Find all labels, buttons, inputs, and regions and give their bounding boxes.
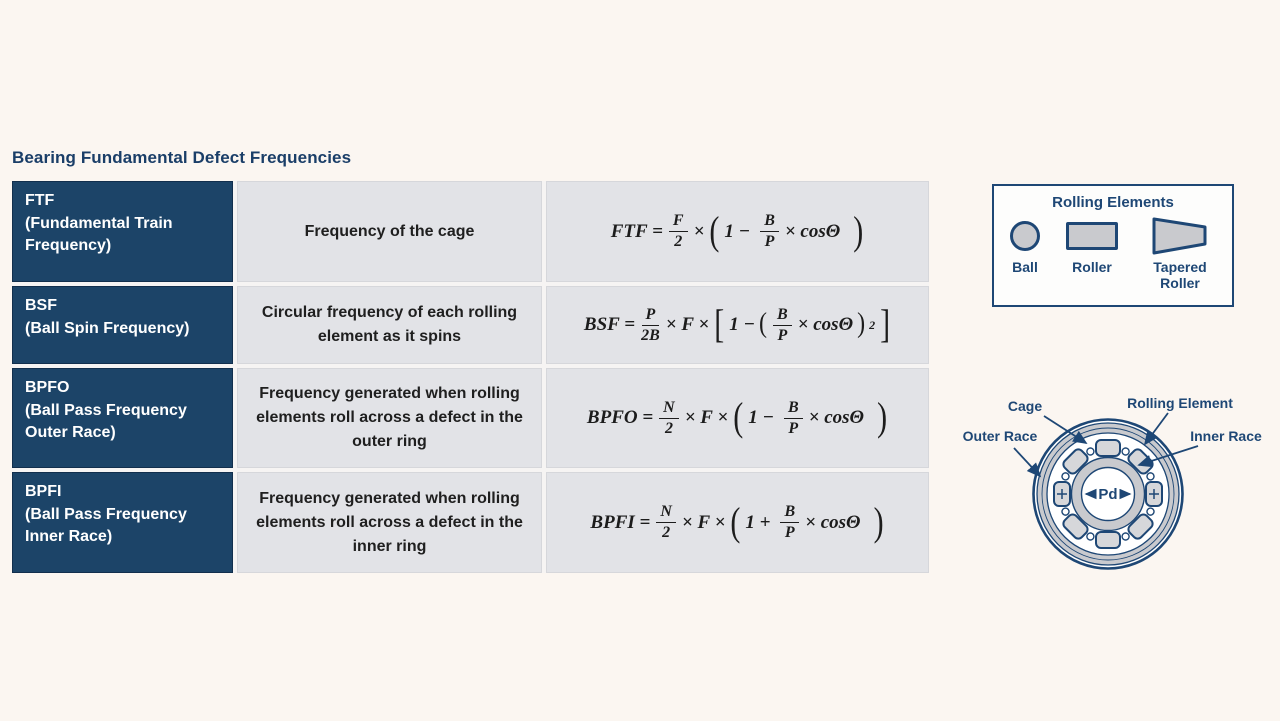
formula-term: 1 − (748, 407, 774, 428)
table-row-bpfo-formula (546, 368, 929, 468)
table-row-bpfi-formula (546, 472, 929, 573)
legend-item-ball (1010, 217, 1040, 291)
fullname-bpfi: (Ball Pass Frequency Inner Race) (25, 505, 187, 546)
formula-term: 1 − (729, 314, 755, 335)
table-row-bsf-formula (546, 286, 929, 364)
rolling-elements-legend (992, 184, 1234, 307)
bearing-diagram (940, 386, 1280, 587)
table-row-bpfo-description (237, 368, 542, 468)
fraction: $\frac{N}{2}$ (656, 503, 676, 541)
fraction: $\frac{B}{P}$ (773, 306, 792, 344)
abbr-bpfo: BPFO (25, 379, 70, 396)
formula-term: × cosΘ (797, 314, 854, 335)
open-bracket: ( (730, 499, 741, 545)
fraction: $\frac{N}{2}$ (659, 399, 679, 437)
fraction: $\frac{B}{P}$ (780, 503, 799, 541)
desc-ftf: Frequency of the cage (304, 222, 475, 240)
formula-term: × cosΘ (808, 407, 865, 428)
outer-race-label: Outer Race (962, 428, 1038, 444)
page-title: Bearing Fundamental Defect Frequencies (12, 148, 352, 167)
legend-items (994, 211, 1232, 291)
tapered-roller-icon (1152, 217, 1208, 255)
formula-term: × cosΘ (784, 220, 841, 242)
inner-race-label: Inner Race (1190, 428, 1262, 444)
bearing-diagram-svg (940, 386, 1280, 582)
table-row-ftf-description (237, 181, 542, 282)
pd-label: Pd (1098, 486, 1118, 503)
fullname-bsf: (Ball Spin Frequency) (25, 319, 190, 337)
legend-title: Rolling Elements (1052, 194, 1174, 211)
fullname-bpfo: (Ball Pass Frequency Outer Race) (25, 401, 187, 442)
formula-lhs: BSF = (583, 314, 636, 335)
fraction: $\frac{P}{2B}$ (641, 305, 660, 344)
desc-bpfo: Frequency generated when rolling elements roll across a defect in the outer ring (256, 385, 523, 450)
formula-bpfo (586, 395, 888, 440)
abbr-bsf: BSF (25, 297, 57, 314)
formula-operator: × F × (665, 314, 710, 335)
close-bracket: ] (880, 302, 891, 347)
formula-bsf: BSF = $\frac{P}{2B}$ × F × [ 1 − ( $\frac{B}{P}$ × cosΘ ) 2 ] (583, 302, 891, 347)
fraction: $\frac{B}{P}$ (784, 399, 803, 437)
close-bracket: ) (877, 395, 888, 440)
open-bracket: ( (709, 208, 720, 254)
formula-operator: × F × (684, 407, 729, 428)
legend-label-ball: Ball (1012, 259, 1038, 275)
formula-term: 1 + (745, 511, 771, 533)
fraction: $\frac{F}{2}$ (669, 212, 688, 250)
table-row-bpfo-name (12, 368, 233, 468)
abbr-bpfi: BPFI (25, 483, 62, 500)
rolling-element-label: Rolling Element (1127, 395, 1233, 411)
open-bracket: [ (714, 302, 725, 347)
formula-term: × cosΘ (805, 511, 861, 533)
legend-label-tapered-roller: Tapered Roller (1153, 259, 1207, 292)
formula-bpfi (590, 499, 884, 545)
open-bracket: ( (733, 395, 744, 440)
abbr-ftf: FTF (25, 192, 55, 209)
close-bracket: ) (873, 499, 884, 545)
table-row-ftf-formula (546, 181, 929, 282)
formula-operator: × (693, 220, 705, 242)
bearing-frequency-table (12, 181, 929, 573)
formula-operator: × F × (681, 511, 726, 533)
table-row-bpfi-description (237, 472, 542, 573)
table-row-ftf-name (12, 181, 233, 282)
table-row-bsf-description (237, 286, 542, 364)
inner-close-paren: ) (857, 308, 866, 340)
legend-label-roller: Roller (1072, 259, 1112, 275)
table-row-bpfi-name (12, 472, 233, 573)
fullname-ftf: (Fundamental Train Frequency) (25, 214, 173, 255)
formula-ftf (610, 208, 865, 254)
outer-race-arrow (1014, 448, 1040, 476)
legend-item-tapered-roller (1144, 217, 1216, 291)
desc-bpfi: Frequency generated when rolling elements roll across a defect in the inner ring (256, 489, 523, 555)
formula-lhs: FTF = (610, 220, 663, 242)
close-bracket: ) (853, 208, 864, 254)
legend-item-roller (1066, 217, 1118, 291)
desc-bsf: Circular frequency of each rolling element as it spins (261, 304, 518, 345)
roller-icon (1066, 222, 1118, 250)
fraction: $\frac{B}{P}$ (760, 212, 779, 250)
table-row-bsf-name (12, 286, 233, 364)
cage-label: Cage (1007, 398, 1043, 414)
formula-term: 1 − (724, 220, 751, 242)
ball-icon (1010, 221, 1040, 251)
inner-open-paren: ( (759, 308, 767, 340)
formula-lhs: BPFO = (586, 407, 654, 428)
formula-lhs: BPFI = (590, 511, 651, 533)
